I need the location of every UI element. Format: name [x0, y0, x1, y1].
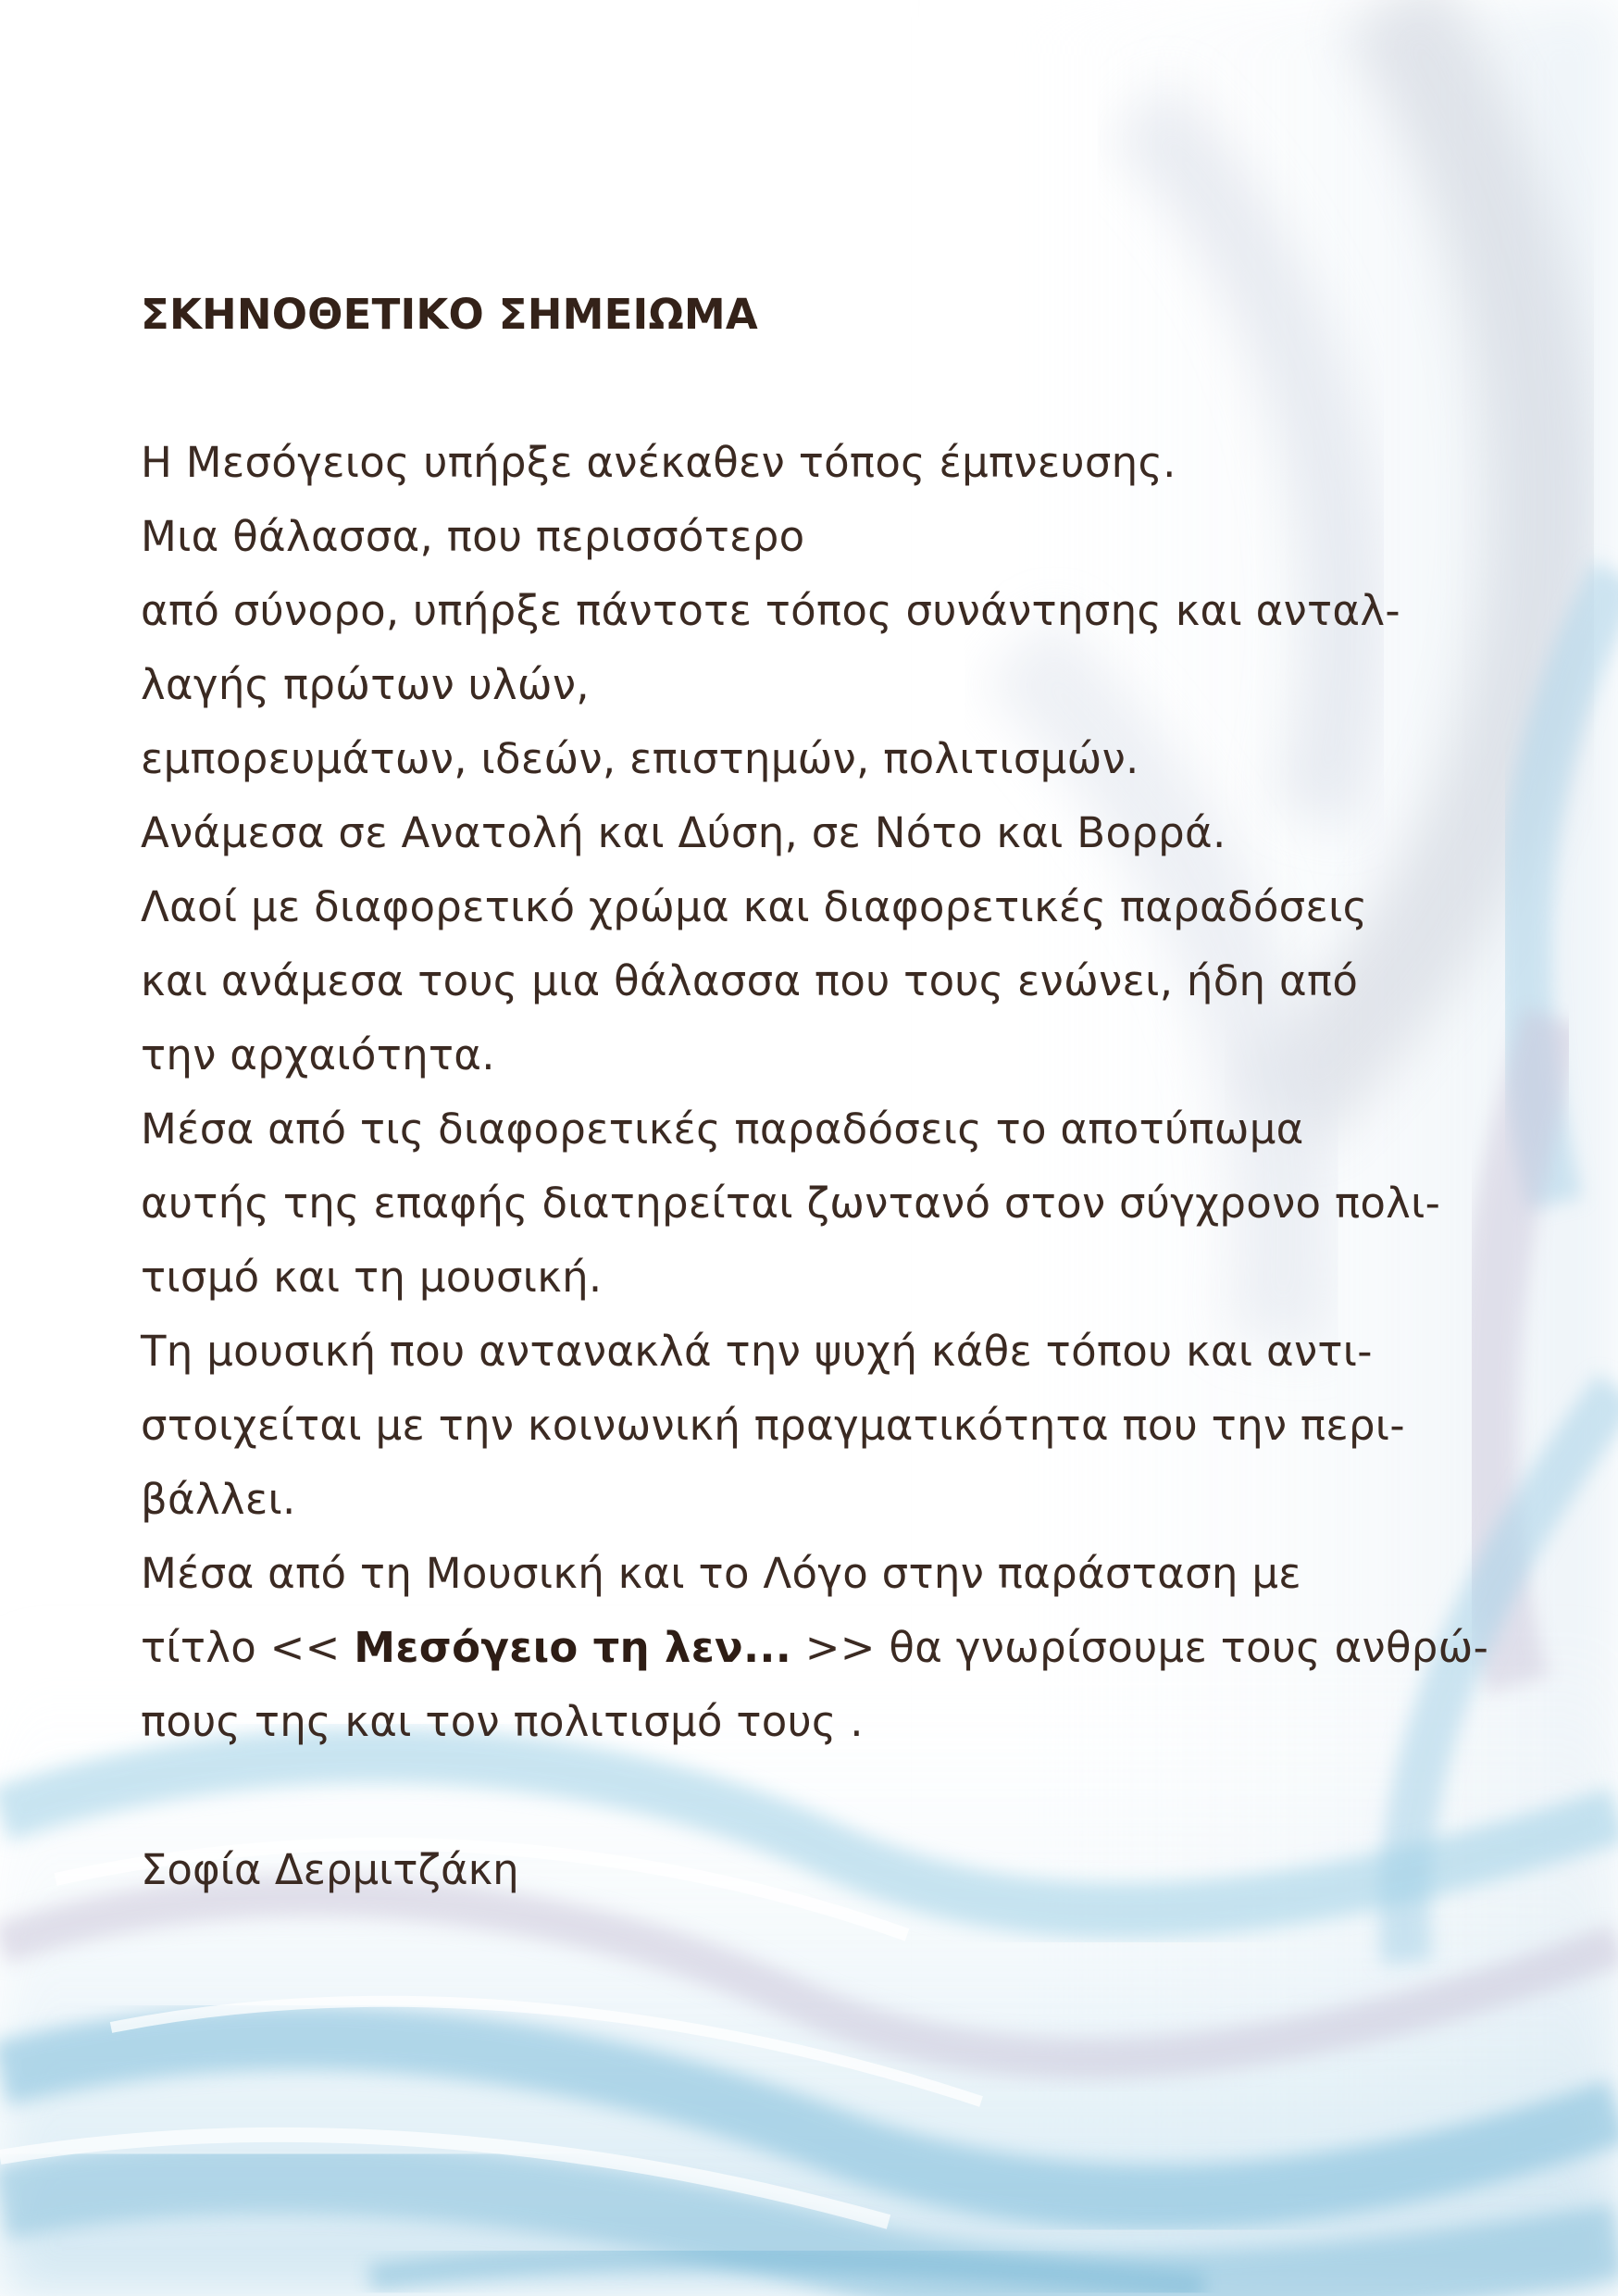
note-line: λαγής πρώτων υλών, [141, 660, 590, 709]
signature: Σοφία Δερμιτζάκη [141, 1845, 519, 1894]
note-line: Τη μουσική που αντανακλά την ψυχή κάθε τόπου και αντι- [141, 1327, 1373, 1376]
note-line: Μέσα από τις διαφορετικές παραδόσεις το αποτύπωμα [141, 1104, 1304, 1154]
note-line: Ανάμεσα σε Ανατολή και Δύση, σε Νότο και Βορρά. [141, 808, 1226, 857]
note-heading: ΣΚΗΝΟΘΕΤΙΚΟ ΣΗΜΕΙΩΜΑ [141, 290, 758, 339]
note-line: στοιχείται με την κοινωνική πραγματικότητα που την περι- [141, 1401, 1405, 1450]
title-line-suffix: >> θα γνωρίσουμε τους ανθρώ- [791, 1623, 1489, 1672]
director-note [141, 278, 1529, 1907]
title-line [141, 1611, 1529, 1685]
closing-line: πους της και τον πολιτισμό τους . [141, 1697, 864, 1746]
note-line: εμπορευμάτων, ιδεών, επιστημών, πολιτισμών. [141, 734, 1139, 783]
note-line: και ανάμεσα τους μια θάλασσα που τους ενώνει, ήδη από [141, 956, 1359, 1005]
note-line: την αρχαιότητα. [141, 1030, 495, 1079]
note-line: τισμό και τη μουσική. [141, 1253, 603, 1302]
note-line: Μέσα από τη Μουσική και το Λόγο στην παράσταση με [141, 1549, 1301, 1598]
note-line: από σύνορο, υπήρξε πάντοτε τόπος συνάντησης και ανταλ- [141, 586, 1400, 635]
show-title: Μεσόγειο τη λεν... [354, 1623, 792, 1672]
note-line: Η Μεσόγειος υπήρξε ανέκαθεν τόπος έμπνευσης. [141, 438, 1176, 487]
note-line: αυτής της επαφής διατηρείται ζωντανό στον σύγχρονο πολι- [141, 1179, 1441, 1228]
note-line: βάλλει. [141, 1475, 296, 1524]
note-line: Λαοί με διαφορετικό χρώμα και διαφορετικές παραδόσεις [141, 882, 1368, 931]
title-line-prefix: τίτλο << [141, 1623, 355, 1672]
note-line: Μια θάλασσα, που περισσότερο [141, 512, 805, 561]
